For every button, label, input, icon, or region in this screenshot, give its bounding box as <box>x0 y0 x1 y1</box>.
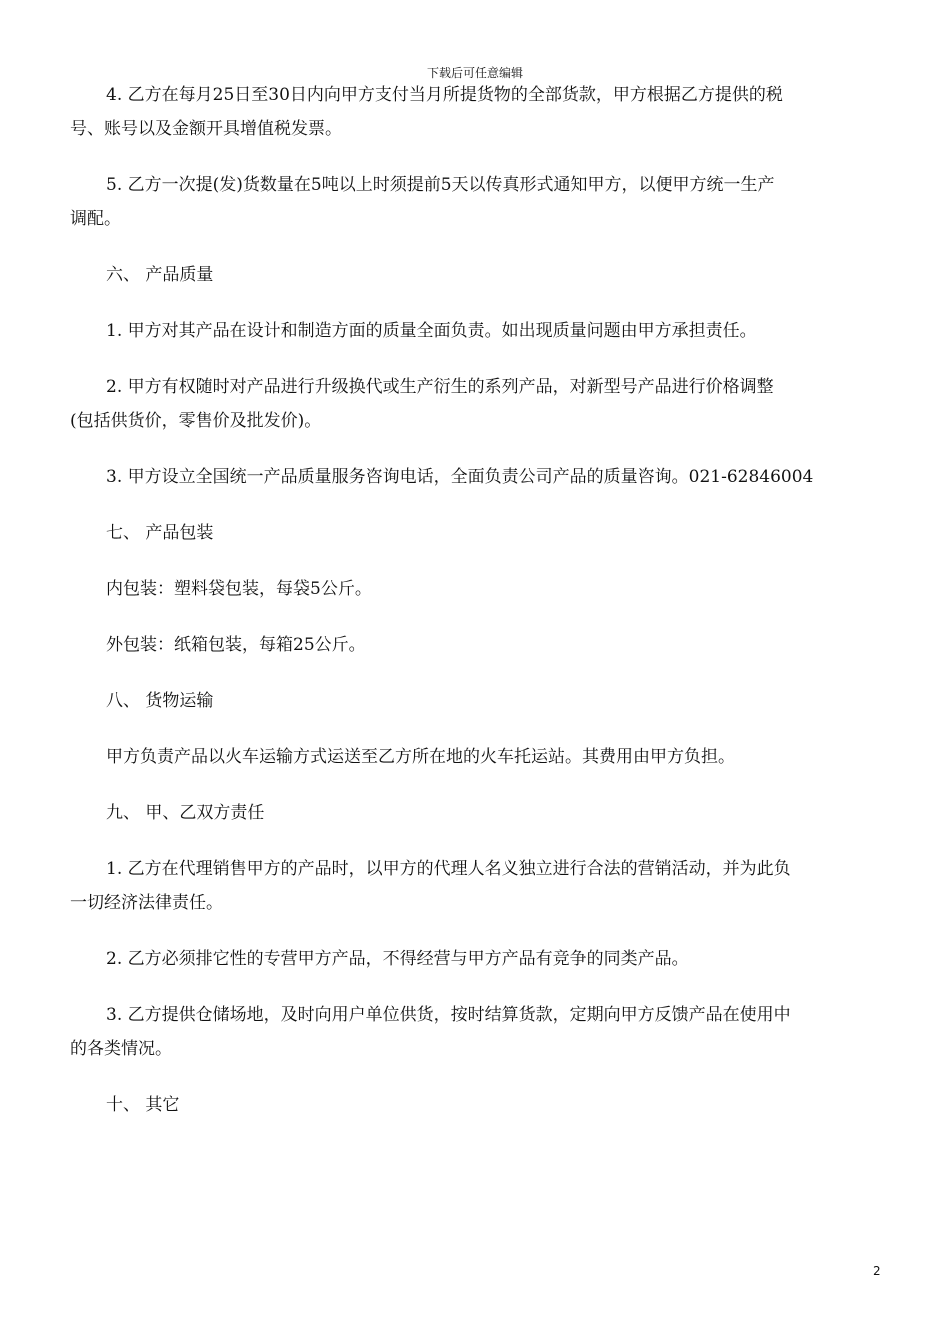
clause-5-line-2: 调配。 <box>70 209 121 229</box>
page-header: 下载后可任意编辑 <box>426 66 523 80</box>
section-6-clause-2-line-2: (包括供货价，零售价及批发价)。 <box>70 411 322 431</box>
inner-packaging: 内包装：塑料袋包装，每袋5公斤。 <box>106 579 372 599</box>
outer-packaging: 外包装：纸箱包装，每箱25公斤。 <box>106 635 366 655</box>
section-9-heading: 九、 甲、乙双方责任 <box>106 803 265 823</box>
section-7-heading: 七、 产品包装 <box>106 523 214 543</box>
section-9-clause-1-line-2: 一切经济法律责任。 <box>70 893 223 913</box>
section-6-clause-1: 1. 甲方对其产品在设计和制造方面的质量全面负责。如出现质量问题由甲方承担责任。 <box>106 321 757 341</box>
section-9-clause-3-line-1: 3. 乙方提供仓储场地，及时向用户单位供货，按时结算货款，定期向甲方反馈产品在使用中 <box>106 1005 791 1025</box>
section-9-clause-1-line-1: 1. 乙方在代理销售甲方的产品时，以甲方的代理人名义独立进行合法的营销活动，并为此负 <box>106 859 791 879</box>
document-body <box>70 78 882 1122</box>
section-6-heading: 六、 产品质量 <box>106 265 214 285</box>
section-9-clause-3-line-2: 的各类情况。 <box>70 1039 172 1059</box>
clause-4-line-1: 4. 乙方在每月25日至30日内向甲方支付当月所提货物的全部货款，甲方根据乙方提供的税 <box>106 85 783 105</box>
section-10-heading: 十、 其它 <box>106 1095 180 1115</box>
clause-4-line-2: 号、账号以及金额开具增值税发票。 <box>70 119 342 139</box>
clause-5-line-1: 5. 乙方一次提(发)货数量在5吨以上时须提前5天以传真形式通知甲方，以便甲方统一生产 <box>106 175 775 195</box>
transport-clause: 甲方负责产品以火车运输方式运送至乙方所在地的火车托运站。其费用由甲方负担。 <box>106 747 735 767</box>
section-9-clause-2: 2. 乙方必须排它性的专营甲方产品，不得经营与甲方产品有竞争的同类产品。 <box>106 949 689 969</box>
section-8-heading: 八、 货物运输 <box>106 691 214 711</box>
page-number: 2 <box>873 1264 881 1278</box>
section-6-clause-2-line-1: 2. 甲方有权随时对产品进行升级换代或生产衍生的系列产品，对新型号产品进行价格调整 <box>106 377 774 397</box>
section-6-clause-3: 3. 甲方设立全国统一产品质量服务咨询电话，全面负责公司产品的质量咨询。021-62846004 <box>106 467 814 487</box>
